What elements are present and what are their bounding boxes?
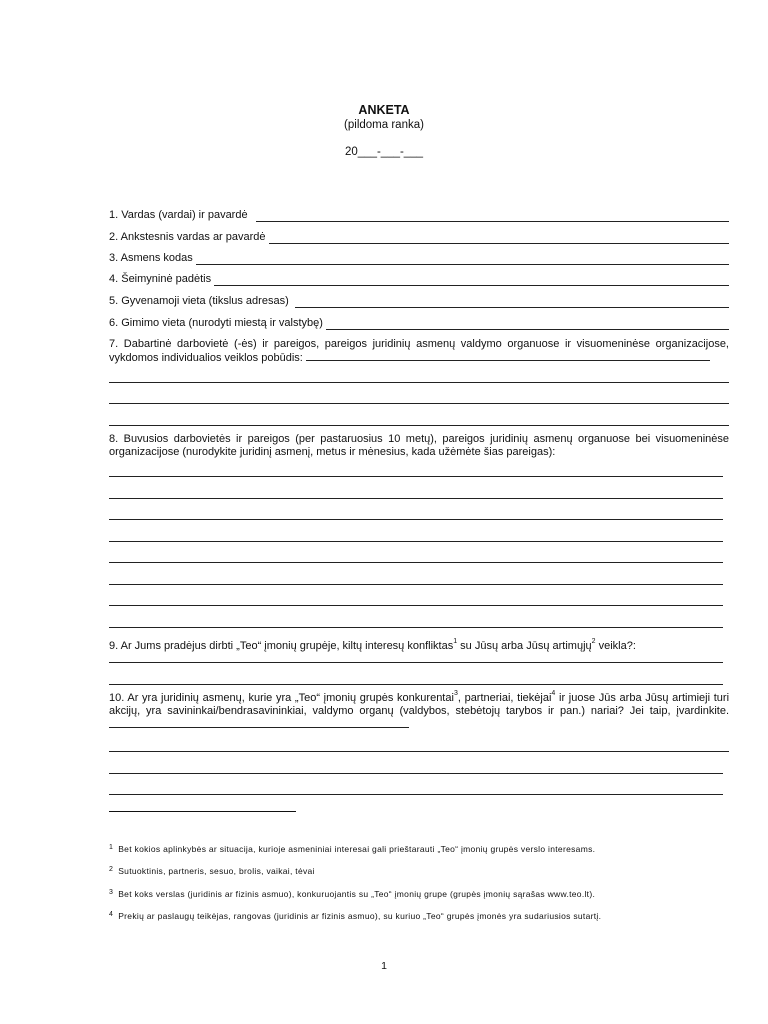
answer-line[interactable] [109, 541, 723, 542]
field-personal-code[interactable] [109, 252, 729, 265]
footnote-ref: 3 [453, 690, 458, 698]
form-subtitle: (pildoma ranka) [344, 119, 424, 131]
answer-line[interactable] [109, 794, 723, 795]
fill-line[interactable] [295, 297, 729, 308]
footnote-text: Bet koks verslas (juridinis ar fizinis asmuo), konkuruojantis su „Teo“ įmonių grupe (grupės įmonių sąrašas www.teo.lt). [118, 889, 596, 899]
question-9 [109, 640, 729, 653]
question-7 [109, 338, 729, 365]
answer-line[interactable] [109, 562, 723, 563]
footnote-3 [109, 889, 729, 901]
question-9-text: veikla?: [595, 640, 636, 652]
fill-line[interactable] [109, 718, 409, 728]
answer-line[interactable] [109, 584, 723, 585]
answer-line[interactable] [109, 684, 723, 685]
field-address[interactable] [109, 295, 729, 308]
question-10-text: ir juose Jūs arba Jūsų artimieji turi akcijų, yra savininkai/bendrasavininkiai, valdymo organų (valdybos, stebėtojų tarybos ir pan.) nariai? Jei taip, įvardinkite. [109, 692, 730, 717]
footnote-2 [109, 866, 729, 878]
footnote-ref: 1 [453, 638, 458, 646]
footnote-separator [109, 811, 296, 812]
answer-line[interactable] [109, 627, 723, 628]
question-7-text: 7. Dabartinė darbovietė (-ės) ir pareigos, pareigos juridinių asmenų valdymo organuose ir visuomeninėse organizacijose, vykdomos individualios veiklos pobūdis: [109, 338, 729, 364]
answer-line[interactable] [109, 403, 729, 404]
field-name[interactable] [109, 209, 729, 222]
field-label: 6. Gimimo vieta (nurodyti miestą ir valstybę) [109, 317, 323, 329]
field-label: 4. Šeimyninė padėtis [109, 273, 212, 285]
fill-line[interactable] [196, 254, 729, 265]
question-10 [109, 692, 729, 732]
field-label: 2. Ankstesnis vardas ar pavardė [109, 231, 266, 243]
answer-line[interactable] [109, 605, 723, 606]
fill-line[interactable] [326, 319, 729, 330]
field-marital-status[interactable] [109, 273, 729, 286]
footnote-mark: 2 [109, 866, 114, 873]
answer-line[interactable] [109, 476, 723, 477]
field-label: 3. Asmens kodas [109, 252, 193, 264]
footnote-mark: 4 [109, 911, 114, 918]
fill-line[interactable] [269, 233, 729, 244]
question-9-text: 9. Ar Jums pradėjus dirbti „Teo“ įmonių grupėje, kiltų interesų konfliktas [109, 640, 454, 652]
footnote-mark: 1 [109, 844, 114, 851]
question-10-text: , partneriai, tiekėjai [457, 692, 552, 704]
answer-line[interactable] [109, 425, 729, 426]
footnote-ref: 4 [551, 690, 556, 698]
footnote-4 [109, 911, 729, 923]
footnote-1 [109, 844, 729, 856]
footnote-text: Sutuoktinis, partneris, sesuo, brolis, vaikai, tėvai [118, 866, 315, 876]
answer-line[interactable] [109, 519, 723, 520]
form-title: ANKETA [358, 103, 410, 117]
footnote-mark: 3 [109, 889, 114, 896]
page-number: 1 [381, 960, 387, 972]
answer-line[interactable] [109, 751, 729, 752]
field-previous-name[interactable] [109, 231, 729, 244]
fill-line[interactable] [306, 351, 710, 361]
question-9-text: su Jūsų arba Jūsų artimųjų [457, 640, 592, 652]
field-label: 1. Vardas (vardai) ir pavardė [109, 209, 248, 221]
answer-line[interactable] [109, 662, 723, 663]
footnote-text: Prekių ar paslaugų teikėjas, rangovas (juridinis ar fizinis asmuo), su kuriuo „Teo“ grupės įmonės yra sudariusios sutartį. [118, 911, 602, 921]
answer-line[interactable] [109, 773, 723, 774]
footnote-text: Bet kokios aplinkybės ar situacija, kurioje asmeniniai interesai gali prieštarauti „Teo“ įmonių grupės verslo interesams. [118, 844, 596, 854]
question-8: 8. Buvusios darbovietės ir pareigos (per pastaruosius 10 metų), pareigos juridinių asmenų organuose bei visuomeninėse organizacijose (nurodykite juridinį asmenį, metus ir mėnesius, kada užėmėte šias pareigas): [109, 433, 729, 458]
answer-line[interactable] [109, 498, 723, 499]
question-10-text: 10. Ar yra juridinių asmenų, kurie yra „Teo“ įmonių grupės konkurentai [109, 692, 454, 704]
footnote-ref: 2 [591, 638, 596, 646]
field-label: 5. Gyvenamoji vieta (tikslus adresas) [109, 295, 289, 307]
field-birthplace[interactable] [109, 317, 729, 330]
date-field[interactable]: 20___-___-___ [344, 146, 423, 158]
fill-line[interactable] [214, 275, 729, 286]
answer-line[interactable] [109, 382, 729, 383]
fill-line[interactable] [256, 211, 729, 222]
